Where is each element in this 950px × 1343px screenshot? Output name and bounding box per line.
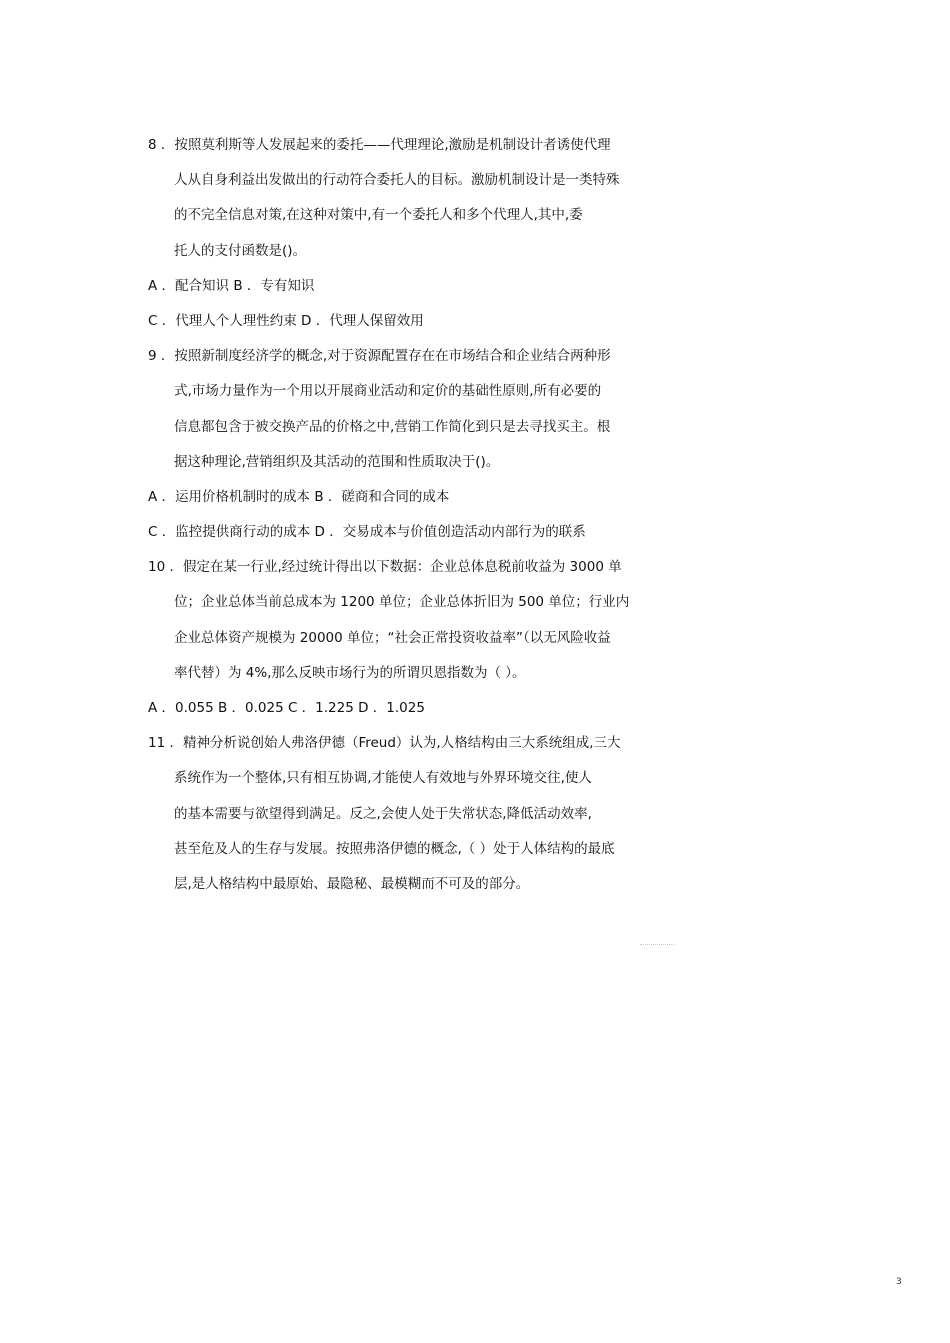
question-8 xyxy=(148,131,668,342)
question-11-line-2: 系统作为一个整体,只有相互协调,才能使人有效地与外界环境交往,使人 xyxy=(174,770,592,787)
question-11-line-1: 11 ．精神分析说创始人弗洛伊德（Freud）认为,人格结构由三大系统组成,三大 xyxy=(148,735,621,752)
question-8-option-cd: C ．代理人个人理性约束 D ．代理人保留效用 xyxy=(148,312,424,329)
question-8-line-3: 的不完全信息对策,在这种对策中,有一个委托人和多个代理人,其中,委 xyxy=(174,207,583,224)
question-11-line-3: 的基本需要与欲望得到满足。反之,会使人处于失常状态,降低活动效率, xyxy=(174,805,592,822)
question-9-line-3: 信息都包含于被交换产品的价格之中,营销工作简化到只是去寻找买主。根 xyxy=(174,418,611,435)
question-11-line-4: 甚至危及人的生存与发展。按照弗洛伊德的概念,（ ）处于人体结构的最底 xyxy=(174,840,615,857)
question-9-line-2: 式,市场力量作为一个用以开展商业活动和定价的基础性原则,所有必要的 xyxy=(174,383,602,400)
question-10-options: A ．0.055 B ．0.025 C ．1.225 D ．1.025 xyxy=(148,700,425,716)
question-10-line-4: 率代替）为 4%,那么反映市场行为的所谓贝恩指数为（ ）。 xyxy=(174,664,526,681)
question-10-line-3: 企业总体资产规模为 20000 单位；“社会正常投资收益率”（以无风险收益 xyxy=(174,629,611,646)
question-8-line-2: 人从自身利益出发做出的行动符合委托人的目标。激励机制设计是一类特殊 xyxy=(174,172,620,189)
question-9-line-1: 9 ．按照新制度经济学的概念,对于资源配置存在在市场结合和企业结合两种形 xyxy=(148,348,611,365)
footer-dotted-mark xyxy=(640,944,674,947)
question-9-option-ab: A ．运用价格机制时的成本 B ．磋商和合同的成本 xyxy=(148,488,450,505)
question-9 xyxy=(148,342,668,553)
question-8-line-4: 托人的支付函数是()。 xyxy=(174,242,307,259)
question-10 xyxy=(148,553,668,729)
question-10-line-2: 位；企业总体当前总成本为 1200 单位；企业总体折旧为 500 单位；行业内 xyxy=(174,594,630,611)
question-8-option-ab: A ．配合知识 B ．专有知识 xyxy=(148,277,315,294)
question-8-line-1: 8 ．按照莫利斯等人发展起来的委托——代理理论,激励是机制设计者诱使代理 xyxy=(148,137,611,153)
page-number: 3 xyxy=(896,1277,902,1287)
question-9-option-cd: C ．监控提供商行动的成本 D ．交易成本与价值创造活动内部行为的联系 xyxy=(148,524,586,541)
question-11 xyxy=(148,729,668,905)
question-11-line-5: 层,是人格结构中最原始、最隐秘、最模糊而不可及的部分。 xyxy=(174,875,530,892)
question-9-line-4: 据这种理论,营销组织及其活动的范围和性质取决于()。 xyxy=(174,453,500,470)
question-10-line-1: 10 ．假定在某一行业,经过统计得出以下数据：企业总体息税前收益为 3000 单 xyxy=(148,559,622,576)
question-list xyxy=(148,131,668,905)
